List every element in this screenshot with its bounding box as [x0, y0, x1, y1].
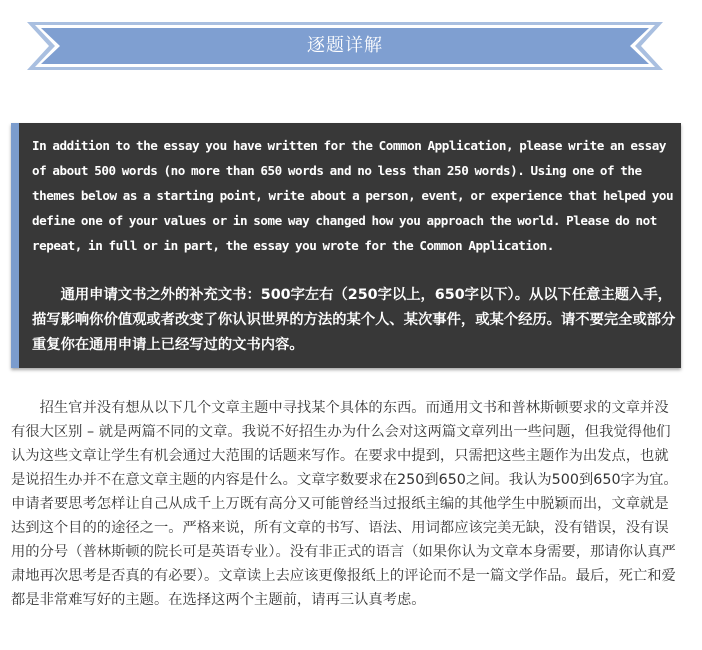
- banner-title: 逐题详解: [307, 35, 383, 56]
- analysis-paragraph: 招生官并没有想从以下几个文章主题中寻找某个具体的东西。而通用文书和普林斯顿要求的文章并没有很大区别 – 就是两篇不同的文章。我说不好招生办为什么会对这两篇文章列出一些问题，但我觉得他们认为这些文章让学生有机会通过大范围的话题来写作。在要求中提到，只需把这些主题作为出发点，也就是说招生办并不在意文章主题的内容是什么。文章字数要求在250到650之间。我认为500到650字为宜。申请者要思考怎样让自己从成千上万既有高分又可能曾经当过报纸主编的其他学生中脱颖而出，文章就是达到这个目的的途径之一。严格来说，所有文章的书写、语法、用词都应该完美无缺，没有错误，没有误用的分号（普林斯顿的院长可是英语专业）。没有非正式的语言（如果你认为文章本身需要，那请你认真严肃地再次思考是否真的有必要）。文章读上去应该更像报纸上的评论而不是一篇文学作品。最后，死亡和爱都是非常难写好的主题。在选择这两个主题前，请再三认真考虑。: [11, 400, 678, 608]
- prompt-chinese-text: 通用申请文书之外的补充文书：500字左右（250字以上，650字以下）。从以下任意主题入手，描写影响你价值观或者改变了你认识世界的方法的某个人、某次事件，或某个经历。请不要完全或部分重复你在通用申请上已经写过的文书内容。: [32, 287, 676, 353]
- section-banner: [27, 22, 663, 70]
- prompt-english-text: In addition to the essay you have written for the Common Application, please write an essay of about 500 words (no more than 650 words and no less than 250 words). Using one of the themes below as a starting point, write about a person, event, or experience that helped you define one of your values or in some way changed how you approach the world. Please do not repeat, in full or in part, the essay you wrote for the Common Application.: [32, 138, 674, 253]
- essay-prompt-box: [11, 123, 681, 368]
